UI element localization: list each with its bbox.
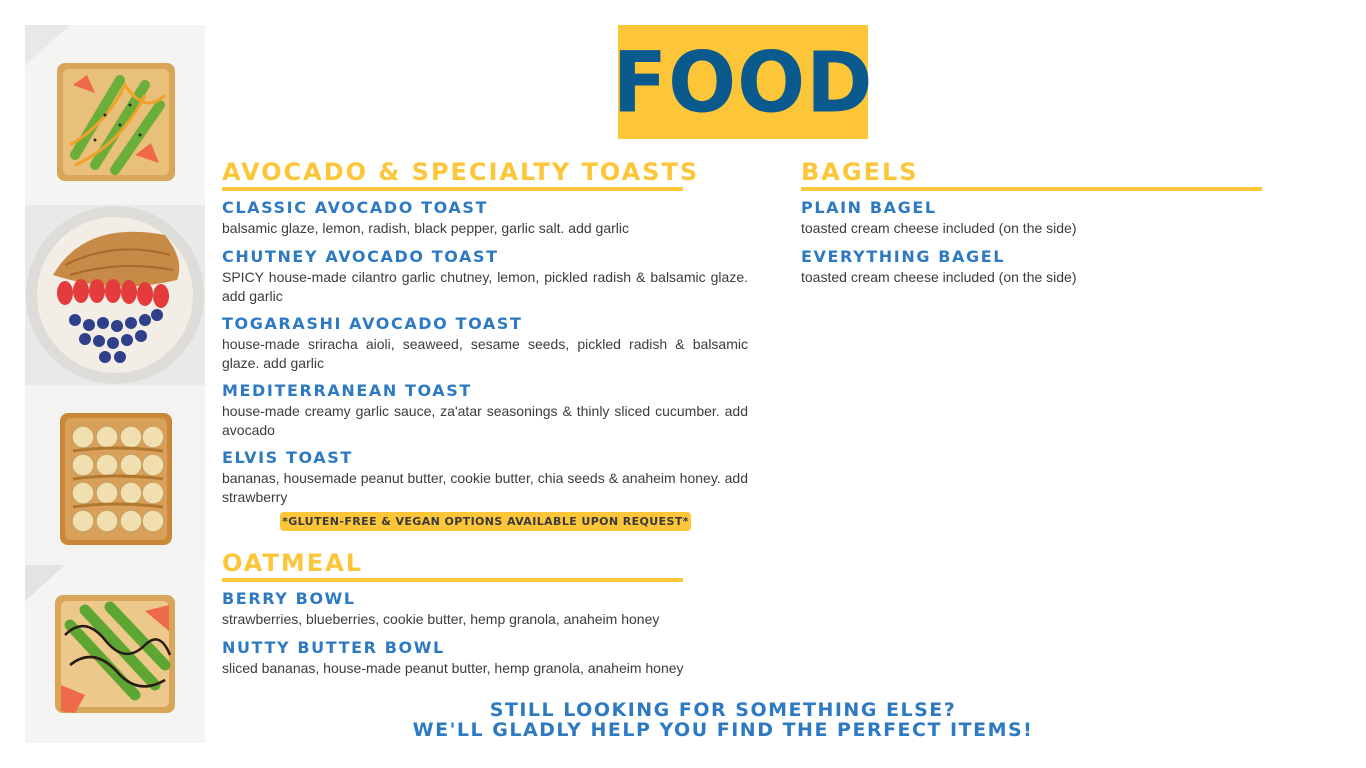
menu-item [801,247,1262,287]
menu-item-desc: SPICY house-made cilantro garlic chutney, lemon, pickled radish & balsamic glaze. add garlic [222,269,748,304]
menu-item-desc: sliced bananas, house-made peanut butter, hemp granola, anaheim honey [222,660,684,676]
menu-item-desc: strawberries, blueberries, cookie butter, hemp granola, anaheim honey [222,611,660,627]
footer-line-2: WE'LL GLADLY HELP YOU FIND THE PERFECT ITEMS! [412,719,1034,741]
menu-item-desc: toasted cream cheese included (on the side) [801,220,1077,236]
section-oatmeal [222,549,748,678]
menu-item-name: NUTTY BUTTER BOWL [222,638,445,657]
menu-item-desc: balsamic glaze, lemon, radish, black pepper, garlic salt. add garlic [222,220,629,236]
menu-item-name: EVERYTHING BAGEL [801,247,1006,266]
menu-item [222,638,748,678]
elvis-toast-photo [25,385,205,565]
section-title-toasts: AVOCADO & SPECIALTY TOASTS [222,158,700,186]
menu-item-name: MEDITERRANEAN TOAST [222,381,472,400]
section-bagels [801,158,1262,287]
menu-item-name: PLAIN BAGEL [801,198,937,217]
avocado-toast-photo [25,25,205,205]
menu-item-name: CLASSIC AVOCADO TOAST [222,198,488,217]
section-toasts [222,158,748,507]
photo-strip [25,25,205,743]
page-title: FOOD [612,33,874,131]
berry-bowl-photo [25,205,205,385]
menu-item-desc: toasted cream cheese included (on the side) [801,269,1077,285]
footer-line-1: STILL LOOKING FOR SOMETHING ELSE? [489,699,957,721]
section-title-bagels: BAGELS [801,158,919,186]
menu-item-name: ELVIS TOAST [222,448,353,467]
menu-item [222,448,748,507]
section-divider [801,187,1262,191]
menu-item [222,589,748,629]
togarashi-toast-photo [25,565,205,743]
menu-item [222,198,748,238]
menu-item [222,247,748,306]
menu-item-desc: house-made creamy garlic sauce, za'atar seasonings & thinly sliced cucumber. add avocado [222,403,748,438]
menu-item-desc: house-made sriracha aioli, seaweed, sesame seeds, pickled radish & balsamic glaze. add garlic [222,336,748,371]
menu-item [222,381,748,440]
dietary-note-badge: *GLUTEN-FREE & VEGAN OPTIONS AVAILABLE UPON REQUEST* [280,512,691,531]
title-banner [612,25,874,139]
menu-item [801,198,1262,238]
section-title-oatmeal: OATMEAL [222,549,363,577]
menu-item-name: CHUTNEY AVOCADO TOAST [222,247,499,266]
section-divider [222,578,683,582]
menu-item-name: BERRY BOWL [222,589,356,608]
menu-item-desc: bananas, housemade peanut butter, cookie butter, chia seeds & anaheim honey. add strawberry [222,470,748,505]
menu-item [222,314,748,373]
menu-item-name: TOGARASHI AVOCADO TOAST [222,314,523,333]
section-divider [222,187,683,191]
footer-message [400,700,1046,740]
